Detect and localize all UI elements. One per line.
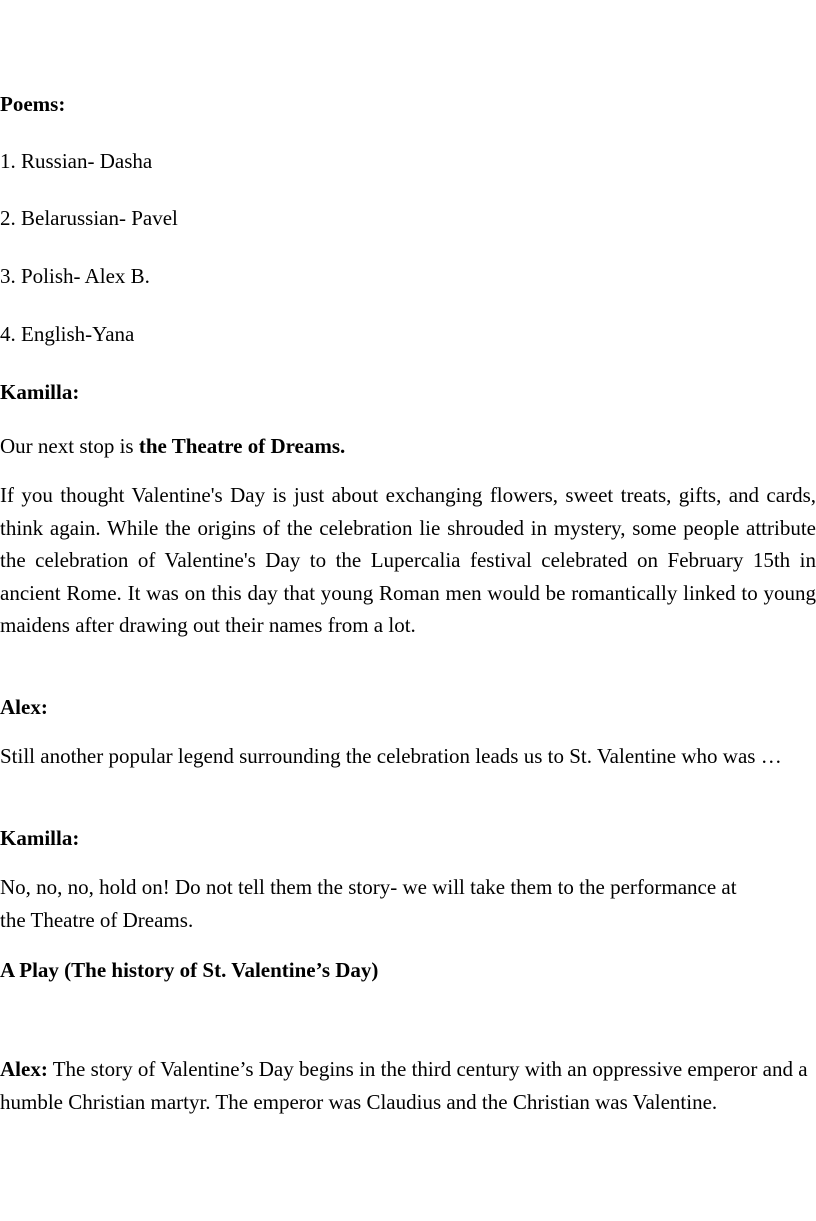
valentine-origins-paragraph: If you thought Valentine's Day is just about exchanging flowers, sweet treats, gifts, and cards, think again. While the origins of the celebration lie shrouded in mystery, some people attribute the celebration of Valentine's Day to the Lupercalia festival celebrated on February 15th in ancient Rome. It was on this day that young Roman men would be romantically linked to young maidens after drawing out their names from a lot. bbox=[0, 483, 816, 637]
alex-legend-paragraph: Still another popular legend surrounding the celebration leads us to St. Valentine who was … bbox=[0, 744, 782, 768]
play-title: A Play (The history of St. Valentine’s Day) bbox=[0, 958, 379, 982]
speaker-alex-1: Alex: bbox=[0, 695, 48, 719]
poem-item-3: 3. Polish- Alex B. bbox=[0, 264, 150, 288]
theatre-name: the Theatre of Dreams. bbox=[138, 434, 346, 458]
poem-item-1: 1. Russian- Dasha bbox=[0, 149, 153, 173]
speaker-kamilla-2: Kamilla: bbox=[0, 826, 80, 850]
kamilla-hold-on-paragraph: No, no, no, hold on! Do not tell them the story- we will take them to the performance at the Theatre of Dreams. bbox=[0, 875, 737, 932]
alex-story-paragraph bbox=[0, 1053, 810, 1118]
speaker-alex-2: Alex: bbox=[0, 1057, 48, 1081]
poem-item-2: 2. Belarussian- Pavel bbox=[0, 206, 178, 230]
speaker-kamilla-1: Kamilla: bbox=[0, 380, 80, 404]
poems-heading: Poems: bbox=[0, 92, 66, 116]
kamilla-line-1-text: Our next stop is bbox=[0, 434, 139, 458]
alex-story-text: The story of Valentine’s Day begins in the third century with an oppressive emperor and a humble Christian martyr. The emperor was Claudius and the Christian was Valentine. bbox=[0, 1057, 808, 1114]
poem-item-4: 4. English-Yana bbox=[0, 322, 135, 346]
kamilla-line-1 bbox=[0, 434, 345, 458]
